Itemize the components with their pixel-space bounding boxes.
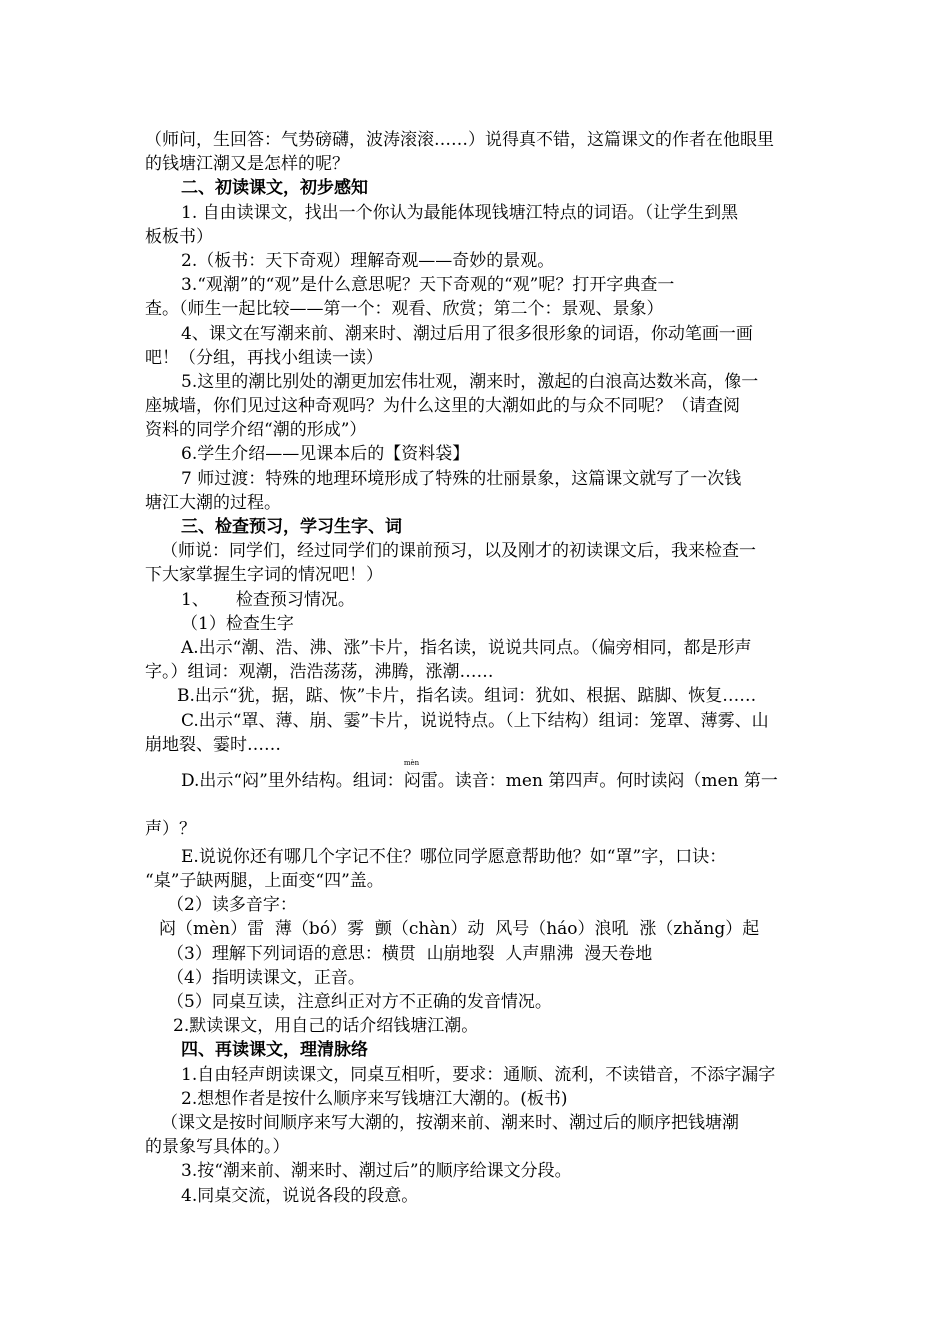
paragraph-line: 资料的同学介绍“潮的形成”） <box>145 420 367 441</box>
paragraph-line: （师问，生回答：气势磅礴，波涛滚滚……）说得真不错，这篇课文的作者在他眼里 <box>145 130 774 150</box>
paragraph-line: （1）检查生字 <box>181 613 294 634</box>
paragraph-line: （课文是按时间顺序来写大潮的，按潮来前、潮来时、潮过后的顺序把钱塘潮 <box>161 1112 739 1133</box>
paragraph-line: 的景象写具体的。） <box>145 1137 290 1158</box>
paragraph-line: A.出示“潮、浩、沸、涨”卡片，指名读，说说共同点。（偏旁相同，都是形声 <box>181 637 752 658</box>
paragraph-line: （2）读多音字： <box>167 895 297 916</box>
ruby-line-suffix: 雷。读音：men 第四声。何时读闷（men 第一 <box>420 770 778 791</box>
paragraph-line: 2.默读课文，用自己的话介绍钱塘江潮。 <box>173 1016 479 1037</box>
ruby-base-char: 闷 <box>403 770 421 791</box>
paragraph-line: （师说：同学们，经过同学们的课前预习，以及刚才的初读课文后，我来检查一 <box>161 541 756 562</box>
paragraph-line: 吧！（分组，再找小组读一读） <box>145 347 383 368</box>
paragraph-line: 3.“观潮”的“观”是什么意思呢？天下奇观的“观”呢？打开字典查一 <box>181 275 675 296</box>
section-heading-4: 四、再读课文，理清脉络 <box>181 1040 368 1061</box>
paragraph-line: 座城墙，你们见过这种奇观吗？为什么这里的大潮如此的与众不同呢？（请查阅 <box>145 396 740 417</box>
paragraph-line: （4）指明读课文，正音。 <box>167 967 365 988</box>
paragraph-line: 2.想想作者是按什么顺序来写钱塘江大潮的。(板书) <box>181 1088 568 1109</box>
paragraph-line: 7 师过渡：特殊的地理环境形成了特殊的壮丽景象，这篇课文就写了一次钱 <box>181 468 742 489</box>
paragraph-line: 2.（板书：天下奇观）理解奇观——奇妙的景观。 <box>181 250 555 271</box>
paragraph-line-ruby <box>145 757 810 813</box>
paragraph-line: 塘江大潮的过程。 <box>145 492 281 513</box>
paragraph-line: 6.学生介绍——见课本后的【资料袋】 <box>181 444 470 465</box>
paragraph-line: （5）同桌互读，注意纠正对方不正确的发音情况。 <box>167 992 552 1012</box>
paragraph-line: 4.同桌交流，说说各段的段意。 <box>181 1185 419 1206</box>
ruby-line-prefix: D.出示“闷”里外结构。组词： <box>181 770 404 791</box>
paragraph-line: 下大家掌握生字词的情况吧！） <box>145 565 383 586</box>
section-heading-2: 二、初读课文，初步感知 <box>181 178 368 199</box>
paragraph-line: 查。（师生一起比较——第一个：观看、欣赏；第二个：景观、景象） <box>145 299 664 320</box>
paragraph-line: 1. 自由读课文，找出一个你认为最能体现钱塘江特点的词语。（让学生到黑 <box>181 202 739 223</box>
paragraph-line: 5.这里的潮比别处的潮更加宏伟壮观，潮来时，激起的白浪高达数米高，像一 <box>181 371 759 392</box>
document-body <box>145 128 810 1208</box>
paragraph-line: 的钱塘江潮又是怎样的呢？ <box>145 154 349 175</box>
paragraph-line: “桌”子缺两腿，上面变“四”盖。 <box>145 871 384 892</box>
paragraph-line: 闷（mèn）雷 薄（bó）雾 颤（chàn）动 风号（háo）浪吼 涨（zhǎng）起 <box>159 919 760 940</box>
ruby-annotation <box>403 758 421 793</box>
paragraph-line: 1、 检查预习情况。 <box>181 589 355 610</box>
paragraph-line: C.出示“罩、薄、崩、霎”卡片，说说特点。（上下结构）组词：笼罩、薄雾、山 <box>181 710 769 731</box>
paragraph-line: （3）理解下列词语的意思：横贯 山崩地裂 人声鼎沸 漫天卷地 <box>167 943 653 964</box>
paragraph-line: 崩地裂、霎时…… <box>145 734 281 755</box>
paragraph-line: 声）？ <box>145 818 196 839</box>
paragraph-line: E.说说你还有哪几个字记不住？哪位同学愿意帮助他？如“罩”字，口诀： <box>181 846 727 867</box>
paragraph-line: 4、课文在写潮来前、潮来时、潮过后用了很多很形象的词语，你动笔画一画 <box>181 323 753 344</box>
ruby-pinyin: mèn <box>403 758 420 767</box>
paragraph-line: 板板书） <box>145 226 213 247</box>
paragraph-line: 3.按“潮来前、潮来时、潮过后”的顺序给课文分段。 <box>181 1161 572 1182</box>
section-heading-3: 三、检查预习，学习生字、词 <box>181 517 402 537</box>
paragraph-line: 1.自由轻声朗读课文，同桌互相听，要求：通顺、流利，不读错音，不添字漏字 <box>181 1064 776 1085</box>
paragraph-line: 字。）组词：观潮，浩浩荡荡，沸腾，涨潮…… <box>145 662 494 683</box>
paragraph-line: B.出示“犹，据，踮、恢”卡片，指名读。组词：犹如、根据、踮脚、恢复…… <box>177 686 757 707</box>
